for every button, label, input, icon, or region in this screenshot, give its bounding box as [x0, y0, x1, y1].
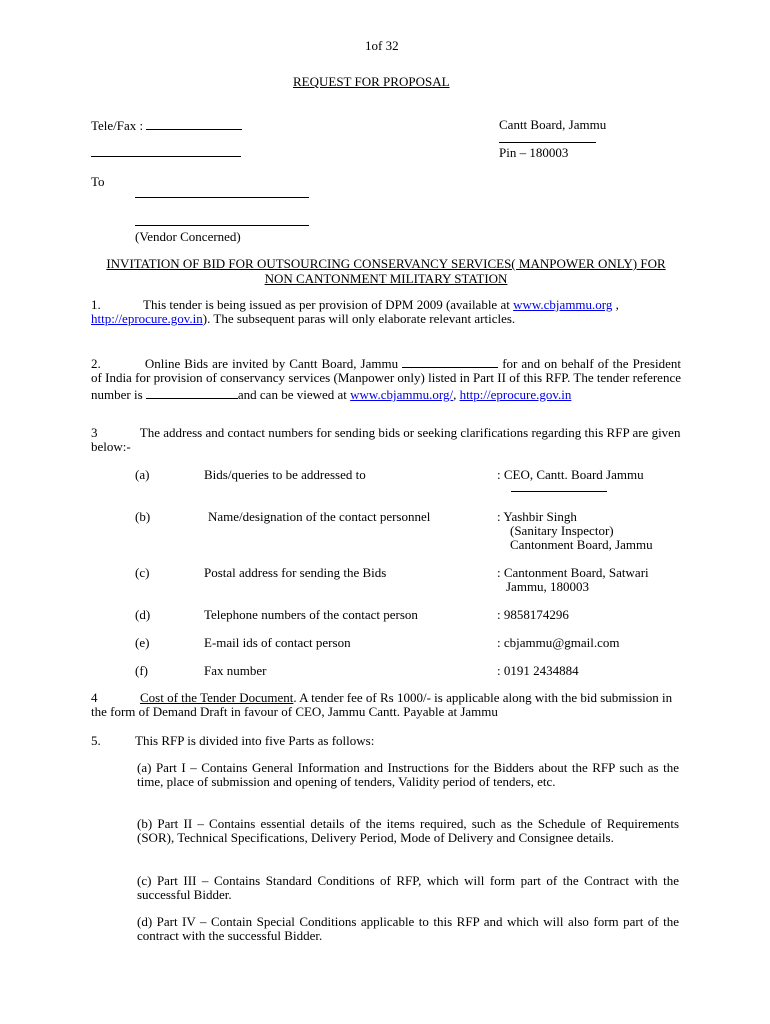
para-1-number: 1.	[91, 297, 101, 312]
para-2-separator: ,	[453, 386, 457, 402]
office-blank	[499, 142, 596, 143]
contact-label-f: Fax number	[204, 663, 267, 678]
para-5-text: This RFP is divided into five Parts as follows:	[135, 733, 375, 748]
addressee-blank-1	[135, 197, 309, 198]
contact-label-b: Name/designation of the contact personnel	[208, 509, 431, 524]
part-item-a: (a) Part I – Contains General Information and Instructions for the Bidders about the RFP such as the time, place of submission and opening of tenders, Validity period of tenders, etc.	[137, 760, 679, 790]
telefax-line	[91, 117, 242, 133]
contact-value-a: : CEO, Cantt. Board Jammu	[497, 467, 644, 482]
telefax-label: Tele/Fax :	[91, 118, 144, 133]
contact-label-d: Telephone numbers of the contact person	[204, 607, 418, 622]
paragraph-3	[91, 426, 681, 455]
contact-value-c-1: : Cantonment Board, Satwari	[497, 565, 649, 580]
contact-value-b-1: : Yashbir Singh	[497, 509, 577, 524]
para-3-text: The address and contact numbers for sending bids or seeking clarifications regarding this RFP are given below:-	[91, 425, 681, 455]
contact-key-f: (f)	[135, 663, 148, 678]
contact-key-e: (e)	[135, 635, 150, 650]
contact-a-blank	[511, 491, 607, 492]
para-2-number: 2.	[91, 356, 101, 371]
contact-value-b-2: (Sanitary Inspector)	[510, 523, 614, 538]
part-item-d: (d) Part IV – Contain Special Conditions applicable to this RFP and which will also form part of the contract with the successful Bidder.	[137, 914, 679, 944]
paragraph-4	[91, 691, 681, 720]
part-item-b: (b) Part II – Contains essential details of the items required, such as the Schedule of Requirements (SOR), Technical Specifications, Delivery Period, Mode of Delivery and Consignee details.	[137, 816, 679, 846]
vendor-label: (Vendor Concerned)	[135, 229, 241, 244]
para-2-text-a: Online Bids are invited by Cantt Board, Jammu	[144, 356, 399, 371]
para-4-text: . A tender fee of Rs 1000/- is applicable along with the bid submission in the form of Demand Draft in favour of CEO, Jammu Cantt. Payable at Jammu	[91, 690, 673, 720]
page-number: 1of 32	[365, 38, 399, 53]
para-2-text-c: and can be viewed at	[237, 386, 347, 402]
tender-ref-blank	[146, 386, 238, 399]
cbjammu-link[interactable]: www.cbjammu.org	[513, 297, 613, 312]
para-5-number: 5.	[91, 733, 101, 748]
para-4-number: 4	[91, 690, 98, 705]
para-1-separator: ,	[612, 297, 619, 312]
cbjammu-url-link[interactable]: www.cbjammu.org/	[350, 386, 454, 402]
contact-key-c: (c)	[135, 565, 150, 580]
pin-code: Pin – 180003	[499, 145, 569, 160]
to-label: To	[91, 174, 105, 189]
addressee-blank-2	[135, 225, 309, 226]
contact-key-b: (b)	[135, 509, 151, 524]
contact-label-a: Bids/queries to be addressed to	[204, 467, 366, 482]
contact-value-e: : cbjammu@gmail.com	[497, 635, 620, 650]
page-title: REQUEST FOR PROPOSAL	[293, 74, 450, 89]
contact-key-d: (d)	[135, 607, 151, 622]
invitation-title: INVITATION OF BID FOR OUTSOURCING CONSERVANCY SERVICES( MANPOWER ONLY) FOR NON CANTONMENT MILITARY STATION	[106, 256, 666, 286]
paragraph-1	[91, 298, 681, 327]
telefax-blank	[146, 117, 242, 130]
contact-value-d: : 9858174296	[497, 607, 569, 622]
para-1-text-b: ). The subsequent paras will only elaborate relevant articles.	[202, 311, 516, 327]
eprocure-link[interactable]: http://eprocure.gov.in	[91, 311, 203, 327]
para-2-text-b: for and on behalf of the President of India for provision of conservancy services (Manpower only) listed in Part II of this RFP. The tender reference number is	[91, 356, 681, 402]
board-ref-blank	[402, 355, 498, 368]
para-3-number: 3	[91, 425, 98, 440]
contact-key-a: (a)	[135, 467, 150, 482]
sender-blank	[91, 156, 241, 157]
para-1-text-a: This tender is being issued as per provision of DPM 2009 (available at	[143, 297, 510, 312]
eprocure-url-link[interactable]: http://eprocure.gov.in	[459, 386, 572, 402]
para-4-heading: Cost of the Tender Document	[140, 690, 294, 705]
contact-value-b-3: Cantonment Board, Jammu	[510, 537, 653, 552]
part-item-c: (c) Part III – Contains Standard Conditions of RFP, which will form part of the Contract with the successful Bidder.	[137, 873, 679, 903]
contact-label-e: E-mail ids of contact person	[204, 635, 351, 650]
contact-value-c-2: Jammu, 180003	[506, 579, 590, 594]
office-name: Cantt Board, Jammu	[499, 117, 607, 132]
paragraph-2	[91, 355, 681, 402]
contact-label-c: Postal address for sending the Bids	[204, 565, 387, 580]
contact-value-f: : 0191 2434884	[497, 663, 579, 678]
